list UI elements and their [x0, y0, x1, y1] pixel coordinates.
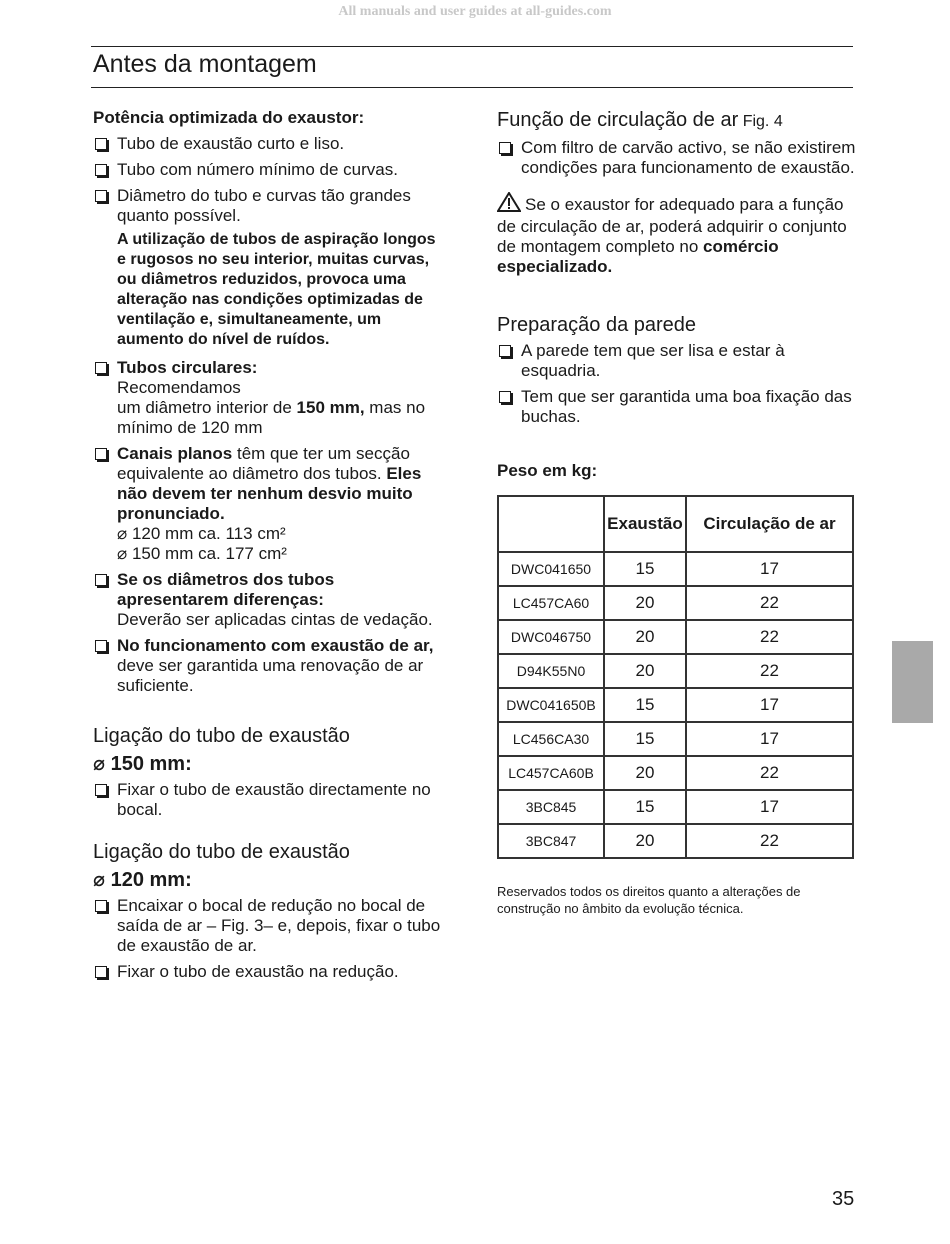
- section-subheading-150: ⌀ 150 mm:: [93, 753, 192, 775]
- section-subheading-120: ⌀ 120 mm:: [93, 869, 192, 891]
- list-item-flat-channels: Canais planos têm que ter um secção equivalente ao diâmetro dos tubos. Eles não devem ter nenhum desvio muito pronunciado. ⌀ 120 mm ca. 113 cm² ⌀ 150 mm ca. 177 cm²: [93, 444, 443, 564]
- wall-heading: Preparação da parede: [497, 314, 697, 336]
- list-item: Tem que ser garantida uma boa fixação das buchas.: [497, 387, 857, 427]
- section-heading-120: Ligação do tubo de exaustão: [93, 841, 350, 863]
- flat-dim-150: ⌀ 150 mm ca. 177 cm²: [117, 544, 287, 563]
- flat-dim-120: ⌀ 120 mm ca. 113 cm²: [117, 524, 286, 543]
- list-item: Fixar o tubo de exaustão directamente no bocal.: [93, 780, 443, 820]
- table-header: Circulação de ar: [686, 496, 853, 552]
- list-item: Encaixar o bocal de redução no bocal de saída de ar – Fig. 3– e, depois, fixar o tubo de exaustão de ar.: [93, 896, 443, 956]
- checkbox-bullet-icon: [95, 640, 107, 652]
- footnote: Reservados todos os direitos quanto a alterações de construção no âmbito da evolução técnica.: [497, 884, 801, 916]
- circular-line1: Recomendamos: [117, 378, 241, 397]
- list-item: Tubo com número mínimo de curvas.: [93, 160, 443, 180]
- watermark: All manuals and user guides at all-guides.com: [338, 4, 612, 19]
- table-row: DWC046750 20 22: [498, 620, 853, 654]
- weight-table: [497, 495, 854, 859]
- section-heading-150: Ligação do tubo de exaustão: [93, 725, 350, 747]
- table-header: [498, 496, 604, 552]
- list-item: Diâmetro do tubo e curvas tão grandes quanto possível.: [93, 186, 443, 226]
- top-rule: [91, 46, 853, 47]
- table-row: DWC041650 15 17: [498, 552, 853, 586]
- warning-triangle-icon: [497, 192, 521, 217]
- title-rule: [91, 87, 853, 88]
- checkbox-bullet-icon: [95, 900, 107, 912]
- list-item: A parede tem que ser lisa e estar à esquadria.: [497, 341, 857, 381]
- list-item: Com filtro de carvão activo, se não existirem condições para funcionamento de exaustão.: [497, 138, 857, 178]
- circular-line2: um diâmetro interior de 150 mm, mas no mínimo de 120 mm: [117, 398, 426, 437]
- checkbox-bullet-icon: [95, 448, 107, 460]
- table-row: DWC041650B 15 17: [498, 688, 853, 722]
- table-header: Exaustão: [604, 496, 686, 552]
- table-row: LC457CA60B 20 22: [498, 756, 853, 790]
- checkbox-bullet-icon: [499, 391, 511, 403]
- list-item-exhaust-mode: No funcionamento com exaustão de ar, deve ser garantida uma renovação de ar suficiente.: [93, 636, 443, 696]
- list-item-circular-tubes: [93, 358, 443, 438]
- table-row: D94K55N0 20 22: [498, 654, 853, 688]
- checkbox-bullet-icon: [95, 164, 107, 176]
- circular-label: Tubos circulares:: [117, 358, 258, 377]
- checkbox-bullet-icon: [95, 190, 107, 202]
- checkbox-bullet-icon: [499, 345, 511, 357]
- checkbox-bullet-icon: [95, 362, 107, 374]
- left-column: [93, 108, 443, 988]
- list-item: Fixar o tubo de exaustão na redução.: [93, 962, 443, 982]
- checkbox-bullet-icon: [95, 138, 107, 150]
- circulation-heading: Função de circulação de ar Fig. 4: [497, 109, 783, 131]
- table-row: 3BC845 15 17: [498, 790, 853, 824]
- checkbox-bullet-icon: [95, 966, 107, 978]
- checkbox-bullet-icon: [95, 784, 107, 796]
- optimized-power-heading: Potência optimizada do exaustor:: [93, 108, 365, 127]
- right-column: [497, 108, 857, 917]
- page-title: Antes da montagem: [93, 50, 317, 78]
- warning-note: Se o exaustor for adequado para a função de circulação de ar, poderá adquirir o conjunto de montagem completo no comércio especializado.: [497, 192, 857, 277]
- weight-heading: Peso em kg:: [497, 461, 598, 480]
- page-number: 35: [832, 1188, 855, 1210]
- list-item: Tubo de exaustão curto e liso.: [93, 134, 443, 154]
- section-tab-marker: [892, 641, 933, 723]
- table-row: LC457CA60 20 22: [498, 586, 853, 620]
- table-row: LC456CA30 15 17: [498, 722, 853, 756]
- checkbox-bullet-icon: [499, 142, 511, 154]
- table-row: 3BC847 20 22: [498, 824, 853, 858]
- list-item-diameter-diff: Se os diâmetros dos tubos apresentarem diferenças: Deverão ser aplicadas cintas de vedação.: [93, 570, 443, 630]
- checkbox-bullet-icon: [95, 574, 107, 586]
- noise-note: A utilização de tubos de aspiração longos e rugosos no seu interior, muitas curvas, ou diâmetros reduzidos, provoca uma alteração nas condições optimizadas de ventilação e, simultaneamente, um aumento do nível de ruídos.: [117, 231, 436, 348]
- table-header-row: [498, 496, 853, 552]
